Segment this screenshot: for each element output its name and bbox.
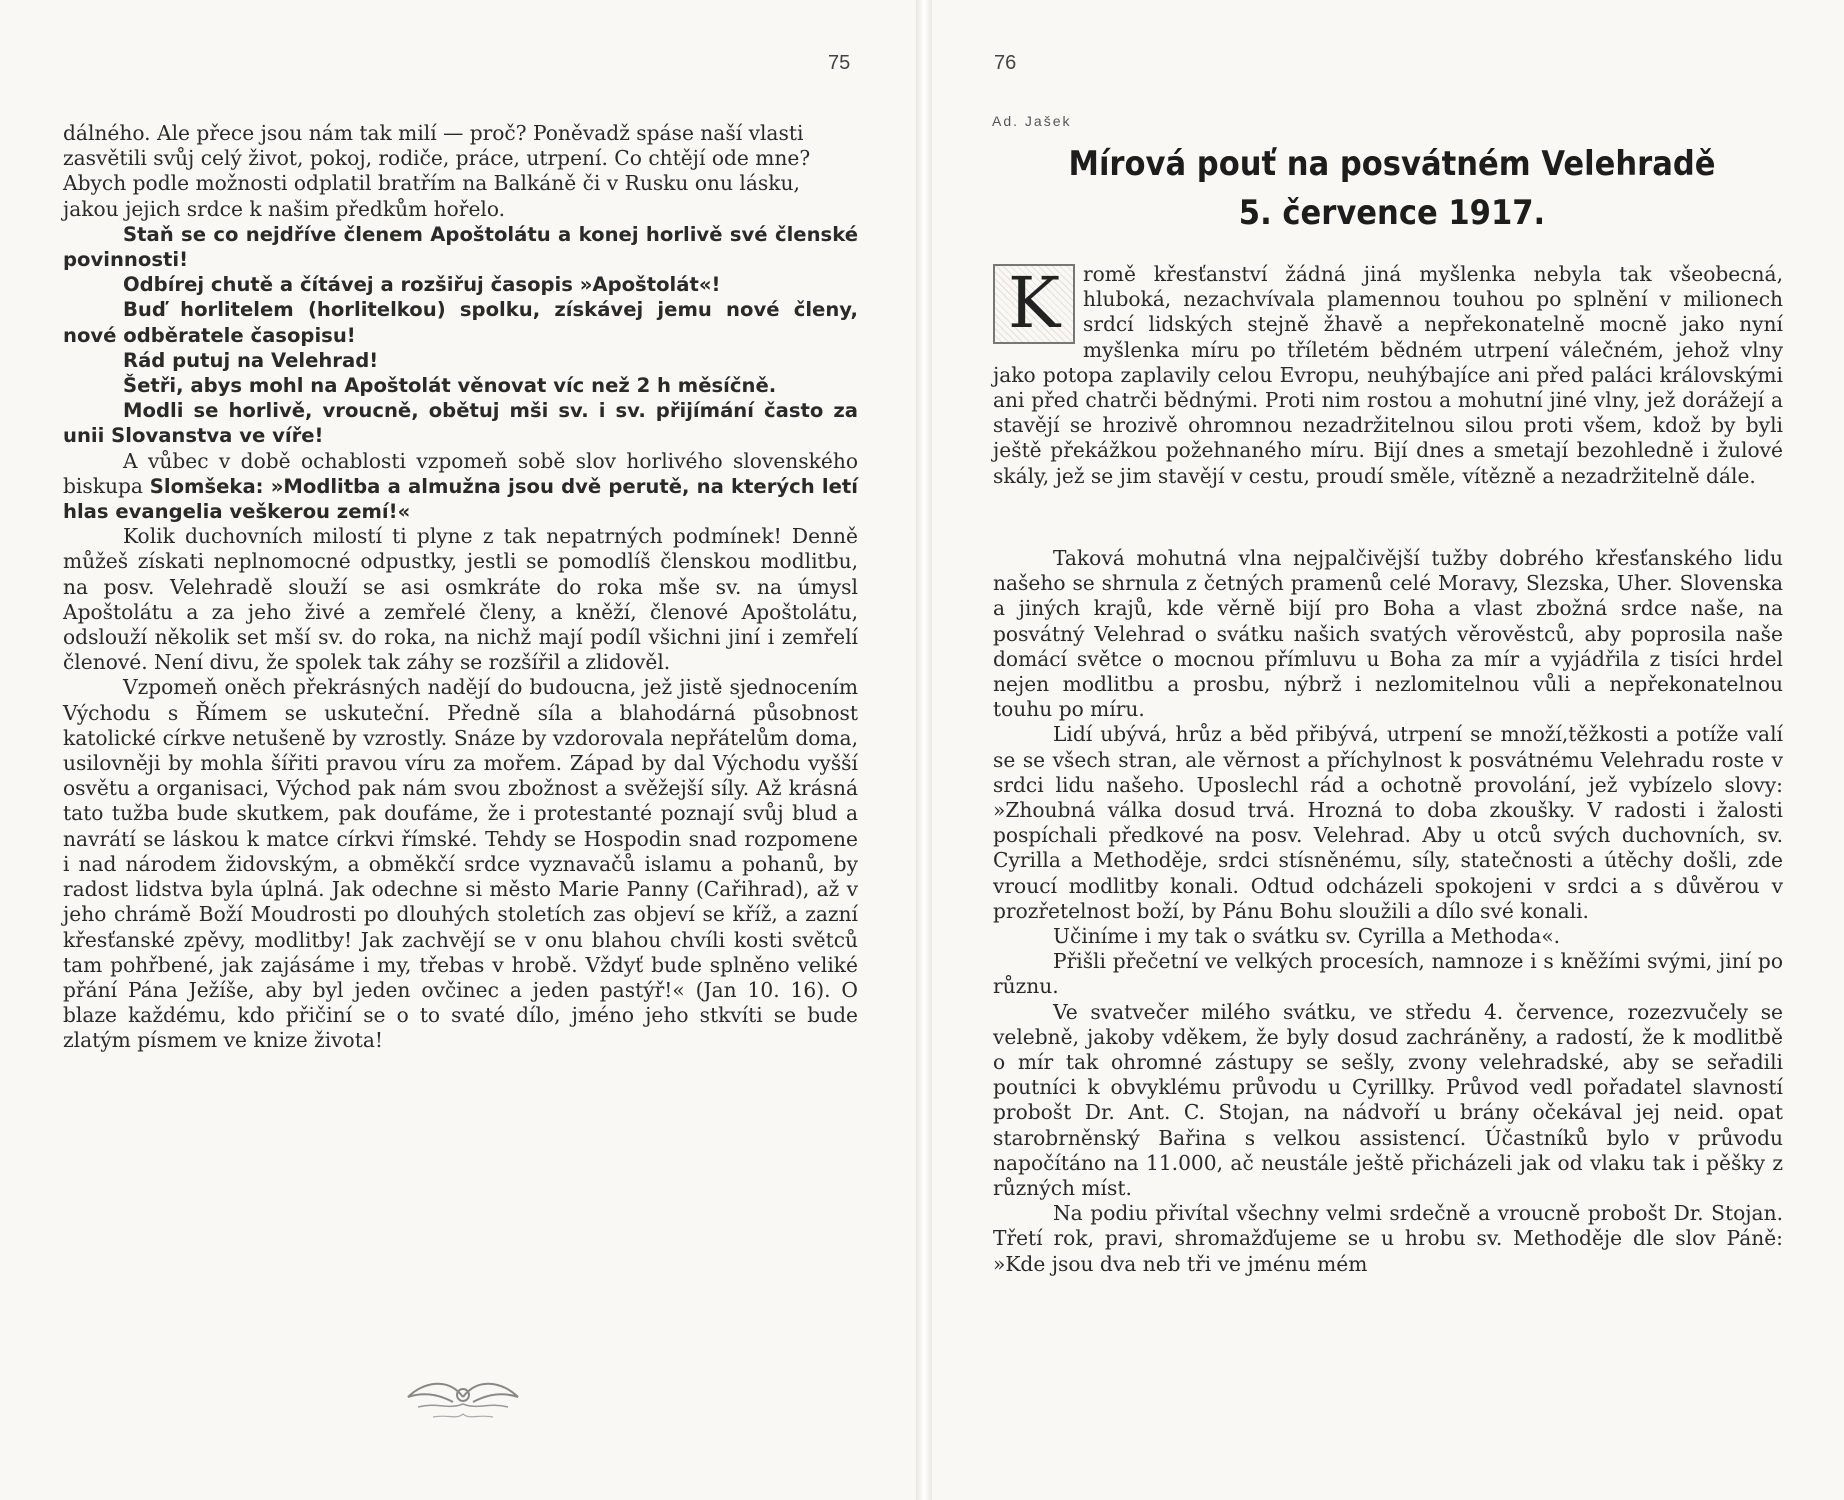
bold-quote: Slomšeka: »Modlitba a almužna jsou dvě perutě, na kterých letí hlas evangelia veškerou zemí!«: [63, 474, 858, 524]
page-number: 75: [828, 52, 851, 74]
book-gutter: [916, 0, 932, 1500]
paragraph-text: A vůbec v době ochablosti vzpomeň sobě slov horlivého slovenského biskupa: [63, 448, 858, 498]
left-page-body: [63, 121, 858, 1054]
paragraph: Učiníme i my tak o svátku sv. Cyrilla a Methoda«.: [1053, 924, 1561, 949]
paragraph: Lidí ubývá, hrůz a běd přibývá, utrpení se množí,těžkosti a potíže valí se se všech stran, ale věrnost a příchylnost k posvátnému Velehradu roste v srdci lidu našeho. Uposlechl rád a ochotně provolání, jež vybízelo slovy: »Zhoubná válka dosud trvá. Hrozná to doba zkoušky. V radosti i žalosti pospíchali předkové na posv. Velehrad. Aby u otců svých duchovních, sv. Cyrilla a Methoděje, srdci stísněnému, síly, statečnosti a útěchy došli, zde vroucí modlitby konali. Odtud odcházeli spokojeni v srdci a s důvěrou v prozřetelnost boží, by Pánu Bohu sloužili a dílo své konali.: [993, 722, 1783, 923]
article-author: Ad. Jašek: [992, 113, 1072, 129]
title-line: 5. července 1917.: [1238, 193, 1546, 233]
bold-paragraph: Odbírej chutě a čítávej a rozšiřuj časopis »Apoštolát«!: [123, 273, 721, 297]
paragraph: Taková mohutná vlna nejpalčivější tužby dobrého křesťanského lidu našeho se shrnula z četných pramenů celé Moravy, Slezska, Uher. Slovenska a jiných krajů, kde věrně bijí pro Boha a vlast zbožná srdce naše, na posvátný Velehrad o svátku našich svatých věrověstců, aby poprosila naše domácí světce o mocnou přímluvu u Boha za mír a vyjádřila z tisíci hrdel nejen modlitbu a prosbu, nýbrž i nezlomitelnou vůli a nepřekonatelnou touhu po míru.: [993, 546, 1783, 722]
paragraph: [63, 449, 858, 525]
paragraph: Na podiu přivítal všechny velmi srdečně a vroucně probošt Dr. Stojan. Třetí rok, pravi, shromažďujeme se u hrobu sv. Methoděje dle slov Páně: »Kde jsou dva neb tři ve jménu mém: [993, 1201, 1783, 1276]
paragraph: Kolik duchovních milostí ti plyne z tak nepatrných podmínek! Denně můžeš získati neplnomocné odpustky, jestli se pomodlíš členskou modlitbu, na posv. Velehradě slouží se asi osmkráte do roka mše sv. na úmysl Apoštolátu a za jeho živé a zemřelé členy, a kněží, členové Apoštolátu, odslouží několik set mší sv. do roka, na nichž mají podíl všichni jiní i zemřelí členové. Není divu, že spolek tak záhy se rozšířil a zlidověl.: [63, 524, 858, 675]
drop-cap-initial: K: [993, 264, 1075, 344]
article-title: [1014, 140, 1770, 238]
right-page: [932, 0, 1844, 1500]
paragraph: dálného. Ale přece jsou nám tak milí — proč? Poněvadž spáse naší vlasti zasvětili svůj celý život, pokoj, rodiče, práce, utrpení. Co chtějí ode mne? Abych podle možnosti odplatil bratřím na Balkáně či v Rusku onu lásku, jakou jejich srdce k našim předkům hořelo.: [63, 121, 811, 221]
lead-text: romě křesťanství žádná jiná myšlenka nebyla tak všeobecná, hluboká, nezachvívala plamennou touhou po splnění v milionech srdcí lidských stejně žhavě a nepřekonatelně mocně jako nyní myšlenka míru po tříletém bědném utrpení válečném, jehož vlny jako potopa zaplavily celou Evropu, neuhýbajíce ani před paláci královskými ani před chatrči bědnými. Proti nim rostou a mohutní jiné vlny, jež dorážejí a stavějí se hrozivě ohromnou nezadržitelnou silou proti všem, kdož by byli ještě překážkou požehnaného míru. Bijí dnes a smetají bezohledně i žulové skály, jež se jim stavějí v cestu, proudí směle, vítězně a nezadržitelně dále.: [993, 262, 1783, 488]
bold-paragraph: Buď horlitelem (horlitelkou) spolku, získávej jemu nové členy, nové odběratele časopisu!: [63, 298, 858, 347]
lead-paragraph: [993, 262, 1783, 489]
page-number: 76: [994, 52, 1017, 74]
paragraph: Vzpomeň oněch překrásných nadějí do budoucna, jež jistě sjednocením Východu s Římem se uskuteční. Předně síla a blahodárná působnost katolické církve netušeně by vzrostly. Snáze by vzdorovala nepřátelům doma, usilovněji by mohla šířiti pravou víru za mořem. Západ by dal Východu vyšší osvětu a organisaci, Východ pak nám svou zbožnost a svěžejší síly. Až krásná tato tužba bude skutkem, pak doufáme, že i protestanté poznají svůj blud a navrátí se láskou k matce církvi římské. Tehdy se Hospodin snad rozpomene i nad národem židovským, a obměkčí srdce vyznavačů islamu a pohanů, by radost lidstva byla úplná. Jak odechne si město Marie Panny (Cařihrad), až v jeho chrámě Boží Moudrosti po dlouhých stoletích zas objeví se kříž, a zazní křesťanské zpěvy, modlitby! Jak zachvějí se v onu blahou chvíli kosti světců tam pohřbené, jak zajásáme i my, třebas v hrobě. Vždyť bude splněno veliké přání Pána Ježíše, aby byl jeden ovčinec a jeden pastýř!« (Jan 10. 16). O blaze každému, kdo přičiní se o to svaté dílo, jméno jeho stkvíti se bude zlatým písmem ve knize života!: [63, 675, 858, 1053]
bold-paragraph: Rád putuj na Velehrad!: [123, 348, 379, 372]
title-line: Mírová pouť na posvátném Velehradě: [1068, 144, 1716, 184]
bold-paragraph: Šetři, abys mohl na Apoštolát věnovat víc než 2 h měsíčně.: [123, 374, 777, 398]
paragraph: Přišli přečetní ve velkých procesích, namnoze i s kněžími svými, jiní po různu.: [993, 949, 1783, 999]
bold-paragraph: Modli se horlivě, vroucně, obětuj mši sv. i sv. přijímání často za unii Slovanstva ve víře!: [63, 399, 858, 448]
decorative-ornament: [388, 1362, 538, 1432]
right-page-body: [993, 546, 1783, 1277]
left-page: [0, 0, 916, 1500]
paragraph: Ve svatvečer milého svátku, ve středu 4. července, rozezvučely se velebně, jakoby vděkem, že byly dosud zachráněny, a radostí, že k modlitbě o mír tak ohromné zástupy se sešly, zvony velehradské, aby se seřadili poutníci k obvyklému průvodu u Cyrillky. Průvod vedl pořadatel slavností probošt Dr. Ant. C. Stojan, na nádvoří u brány očekával jej neid. opat starobrněnský Bařina s velkou assistencí. Účastníků bylo v průvodu napočítáno na 11.000, ač neustále ještě přicházeli jak od vlaku tak i pěšky z různých míst.: [993, 999, 1783, 1201]
bold-paragraph: Staň se co nejdříve členem Apoštolátu a konej horlivě své členské povinnosti!: [63, 222, 858, 272]
